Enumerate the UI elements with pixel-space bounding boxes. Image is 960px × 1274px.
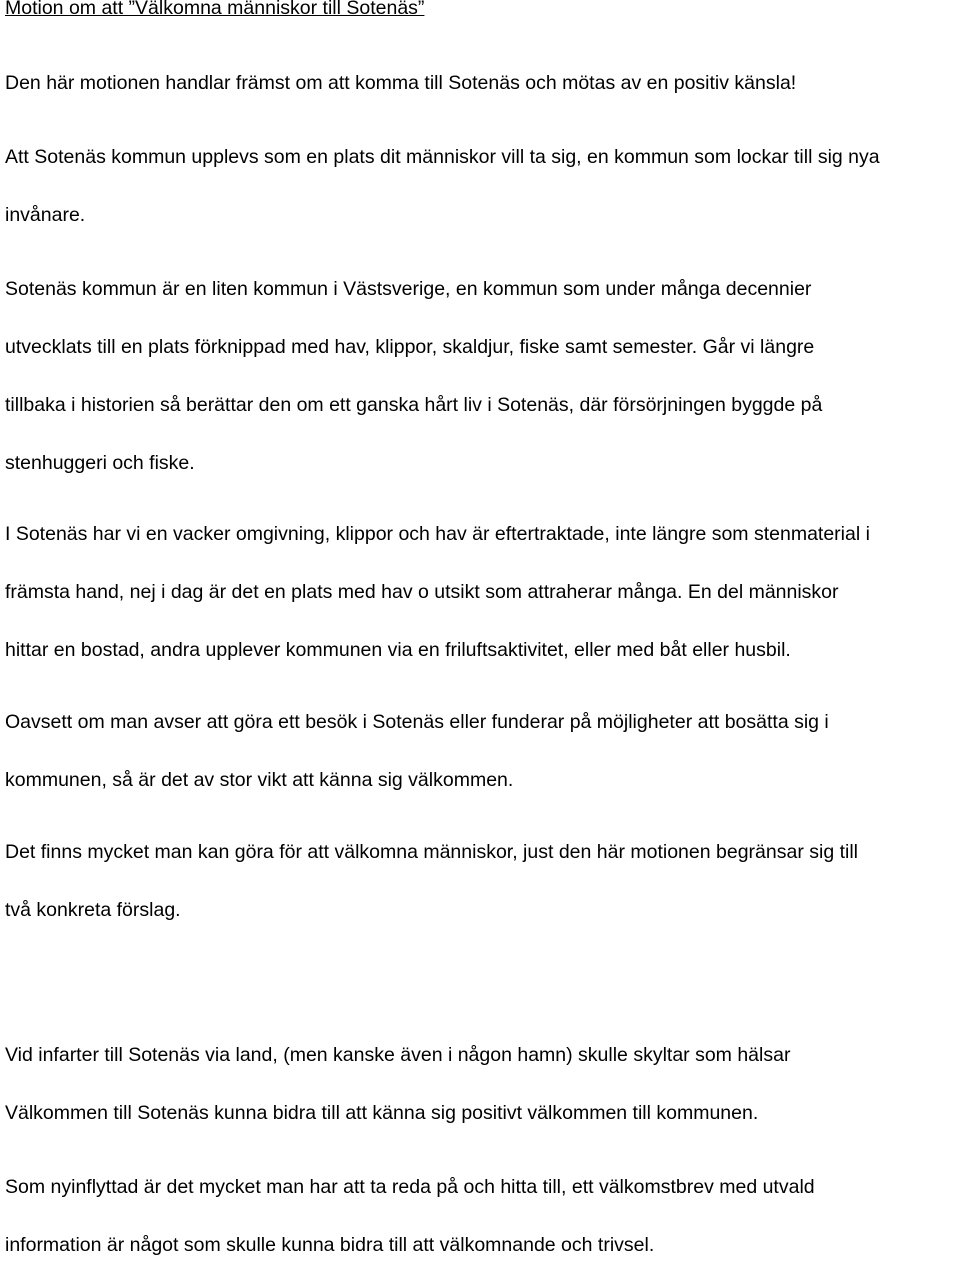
paragraph-4 bbox=[5, 505, 960, 679]
paragraph-line: Som nyinflyttad är det mycket man har att ta reda på och hitta till, ett välkomstbrev med utvald bbox=[5, 1176, 815, 1198]
paragraph-line: utvecklats till en plats förknippad med hav, klippor, skaldjur, fiske samt semester. Går vi längre bbox=[5, 336, 815, 358]
paragraph-1 bbox=[5, 54, 960, 112]
paragraph-line: Vid infarter till Sotenäs via land, (men kanske även i någon hamn) skulle skyltar som hälsar bbox=[5, 1044, 791, 1066]
paragraph-line: Att Sotenäs kommun upplevs som en plats dit människor vill ta sig, en kommun som lockar till sig nya bbox=[5, 146, 880, 168]
paragraph-line: Oavsett om man avser att göra ett besök i Sotenäs eller funderar på möjligheter att bosätta sig i bbox=[5, 711, 829, 733]
paragraph-line: tillbaka i historien så berättar den om ett ganska hårt liv i Sotenäs, där försörjningen byggde på bbox=[5, 394, 823, 416]
paragraph-line: information är något som skulle kunna bidra till att välkomnande och trivsel. bbox=[5, 1234, 655, 1256]
paragraph-2 bbox=[5, 128, 960, 244]
paragraph-line: I Sotenäs har vi en vacker omgivning, klippor och hav är eftertraktade, inte längre som stenmaterial i bbox=[5, 523, 870, 545]
paragraph-line: stenhuggeri och fiske. bbox=[5, 452, 195, 474]
paragraph-line: Den här motionen handlar främst om att komma till Sotenäs och mötas av en positiv känsla! bbox=[5, 72, 797, 94]
paragraph-line: invånare. bbox=[5, 204, 86, 226]
paragraph-line: främsta hand, nej i dag är det en plats med hav o utsikt som attraherar många. En del människor bbox=[5, 581, 839, 603]
paragraph-line: två konkreta förslag. bbox=[5, 899, 181, 921]
paragraph-5 bbox=[5, 693, 960, 809]
paragraph-line: Välkommen till Sotenäs kunna bidra till att känna sig positivt välkommen till kommunen. bbox=[5, 1102, 759, 1124]
paragraph-7 bbox=[5, 1026, 960, 1142]
paragraph-line: Sotenäs kommun är en liten kommun i Västsverige, en kommun som under många decennier bbox=[5, 278, 812, 300]
paragraph-6 bbox=[5, 823, 960, 939]
document-title: Motion om att ”Välkomna människor till Sotenäs” bbox=[5, 0, 425, 19]
paragraph-line: kommunen, så är det av stor vikt att känna sig välkommen. bbox=[5, 769, 514, 791]
paragraph-3 bbox=[5, 260, 960, 492]
paragraph-line: hittar en bostad, andra upplever kommunen via en friluftsaktivitet, eller med båt eller husbil. bbox=[5, 639, 791, 661]
paragraph-line: Det finns mycket man kan göra för att välkomna människor, just den här motionen begränsar sig till bbox=[5, 841, 858, 863]
